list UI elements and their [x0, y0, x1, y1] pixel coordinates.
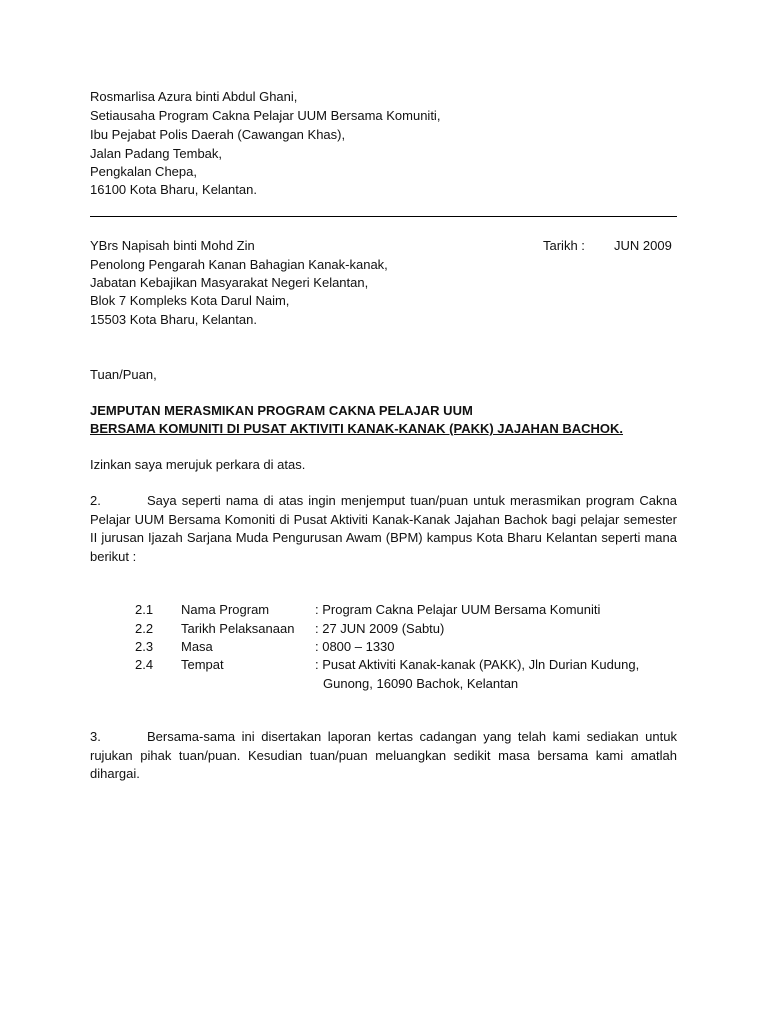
- recipient-title: Penolong Pengarah Kanan Bahagian Kanak-kanak,: [90, 257, 388, 272]
- date-label: Tarikh :: [543, 238, 585, 253]
- detail-value: : Program Cakna Pelajar UUM Bersama Komuniti: [315, 602, 601, 617]
- sender-address-line: Jalan Padang Tembak,: [90, 146, 223, 161]
- paragraph-3-number: 3.: [90, 729, 101, 744]
- salutation: Tuan/Puan,: [90, 367, 157, 382]
- sender-address-line: Ibu Pejabat Polis Daerah (Cawangan Khas),: [90, 127, 346, 142]
- recipient-name: YBrs Napisah binti Mohd Zin: [90, 238, 255, 253]
- sender-address-line: Pengkalan Chepa,: [90, 164, 197, 179]
- detail-value: : Pusat Aktiviti Kanak-kanak (PAKK), Jln Durian Kudung,: [315, 657, 640, 672]
- detail-number: 2.3: [135, 639, 154, 654]
- header-divider: [90, 216, 677, 217]
- recipient-address-line: Jabatan Kebajikan Masyarakat Negeri Kelantan,: [90, 275, 369, 290]
- paragraph-3-text: Bersama-sama ini disertakan laporan kertas cadangan yang telah kami sediakan untuk rujukan pihak tuan/puan. Kesudian tuan/puan meluangkan sedikit masa bersama kami amatlah dihargai.: [90, 729, 677, 781]
- detail-value: : 0800 – 1330: [315, 639, 395, 654]
- paragraph-2-number: 2.: [90, 493, 101, 508]
- subject-line-2: BERSAMA KOMUNITI DI PUSAT AKTIVITI KANAK-KANAK (PAKK) JAJAHAN BACHOK.: [90, 421, 623, 436]
- detail-key: Tempat: [181, 657, 224, 672]
- detail-value-continuation: Gunong, 16090 Bachok, Kelantan: [323, 676, 519, 691]
- detail-key: Nama Program: [181, 602, 270, 617]
- intro-text: Izinkan saya merujuk perkara di atas.: [90, 457, 306, 472]
- paragraph-2-text: Saya seperti nama di atas ingin menjemput tuan/puan untuk merasmikan program Cakna Pelajar UUM Bersama Komoniti di Pusat Aktiviti Kanak-Kanak Jajahan Bachok bagi pelajar semester II jurusan Ijazah Sarjana Muda Pengurusan Awam (BPM) kampus Kota Bharu Kelantan seperti mana berikut :: [90, 493, 677, 564]
- subject-line-1: JEMPUTAN MERASMIKAN PROGRAM CAKNA PELAJAR UUM: [90, 403, 473, 418]
- date-value: JUN 2009: [614, 238, 672, 253]
- sender-address-line: 16100 Kota Bharu, Kelantan.: [90, 182, 257, 197]
- sender-name: Rosmarlisa Azura binti Abdul Ghani,: [90, 89, 298, 104]
- detail-number: 2.1: [135, 602, 154, 617]
- detail-value: : 27 JUN 2009 (Sabtu): [315, 621, 445, 636]
- detail-number: 2.4: [135, 657, 154, 672]
- sender-title: Setiausaha Program Cakna Pelajar UUM Bersama Komuniti,: [90, 108, 441, 123]
- paragraph-3: [90, 728, 677, 784]
- paragraph-2: [90, 492, 677, 566]
- detail-key: Masa: [181, 639, 213, 654]
- detail-key: Tarikh Pelaksanaan: [181, 621, 295, 636]
- detail-number: 2.2: [135, 621, 154, 636]
- recipient-address-line: Blok 7 Kompleks Kota Darul Naim,: [90, 293, 290, 308]
- recipient-address-line: 15503 Kota Bharu, Kelantan.: [90, 312, 257, 327]
